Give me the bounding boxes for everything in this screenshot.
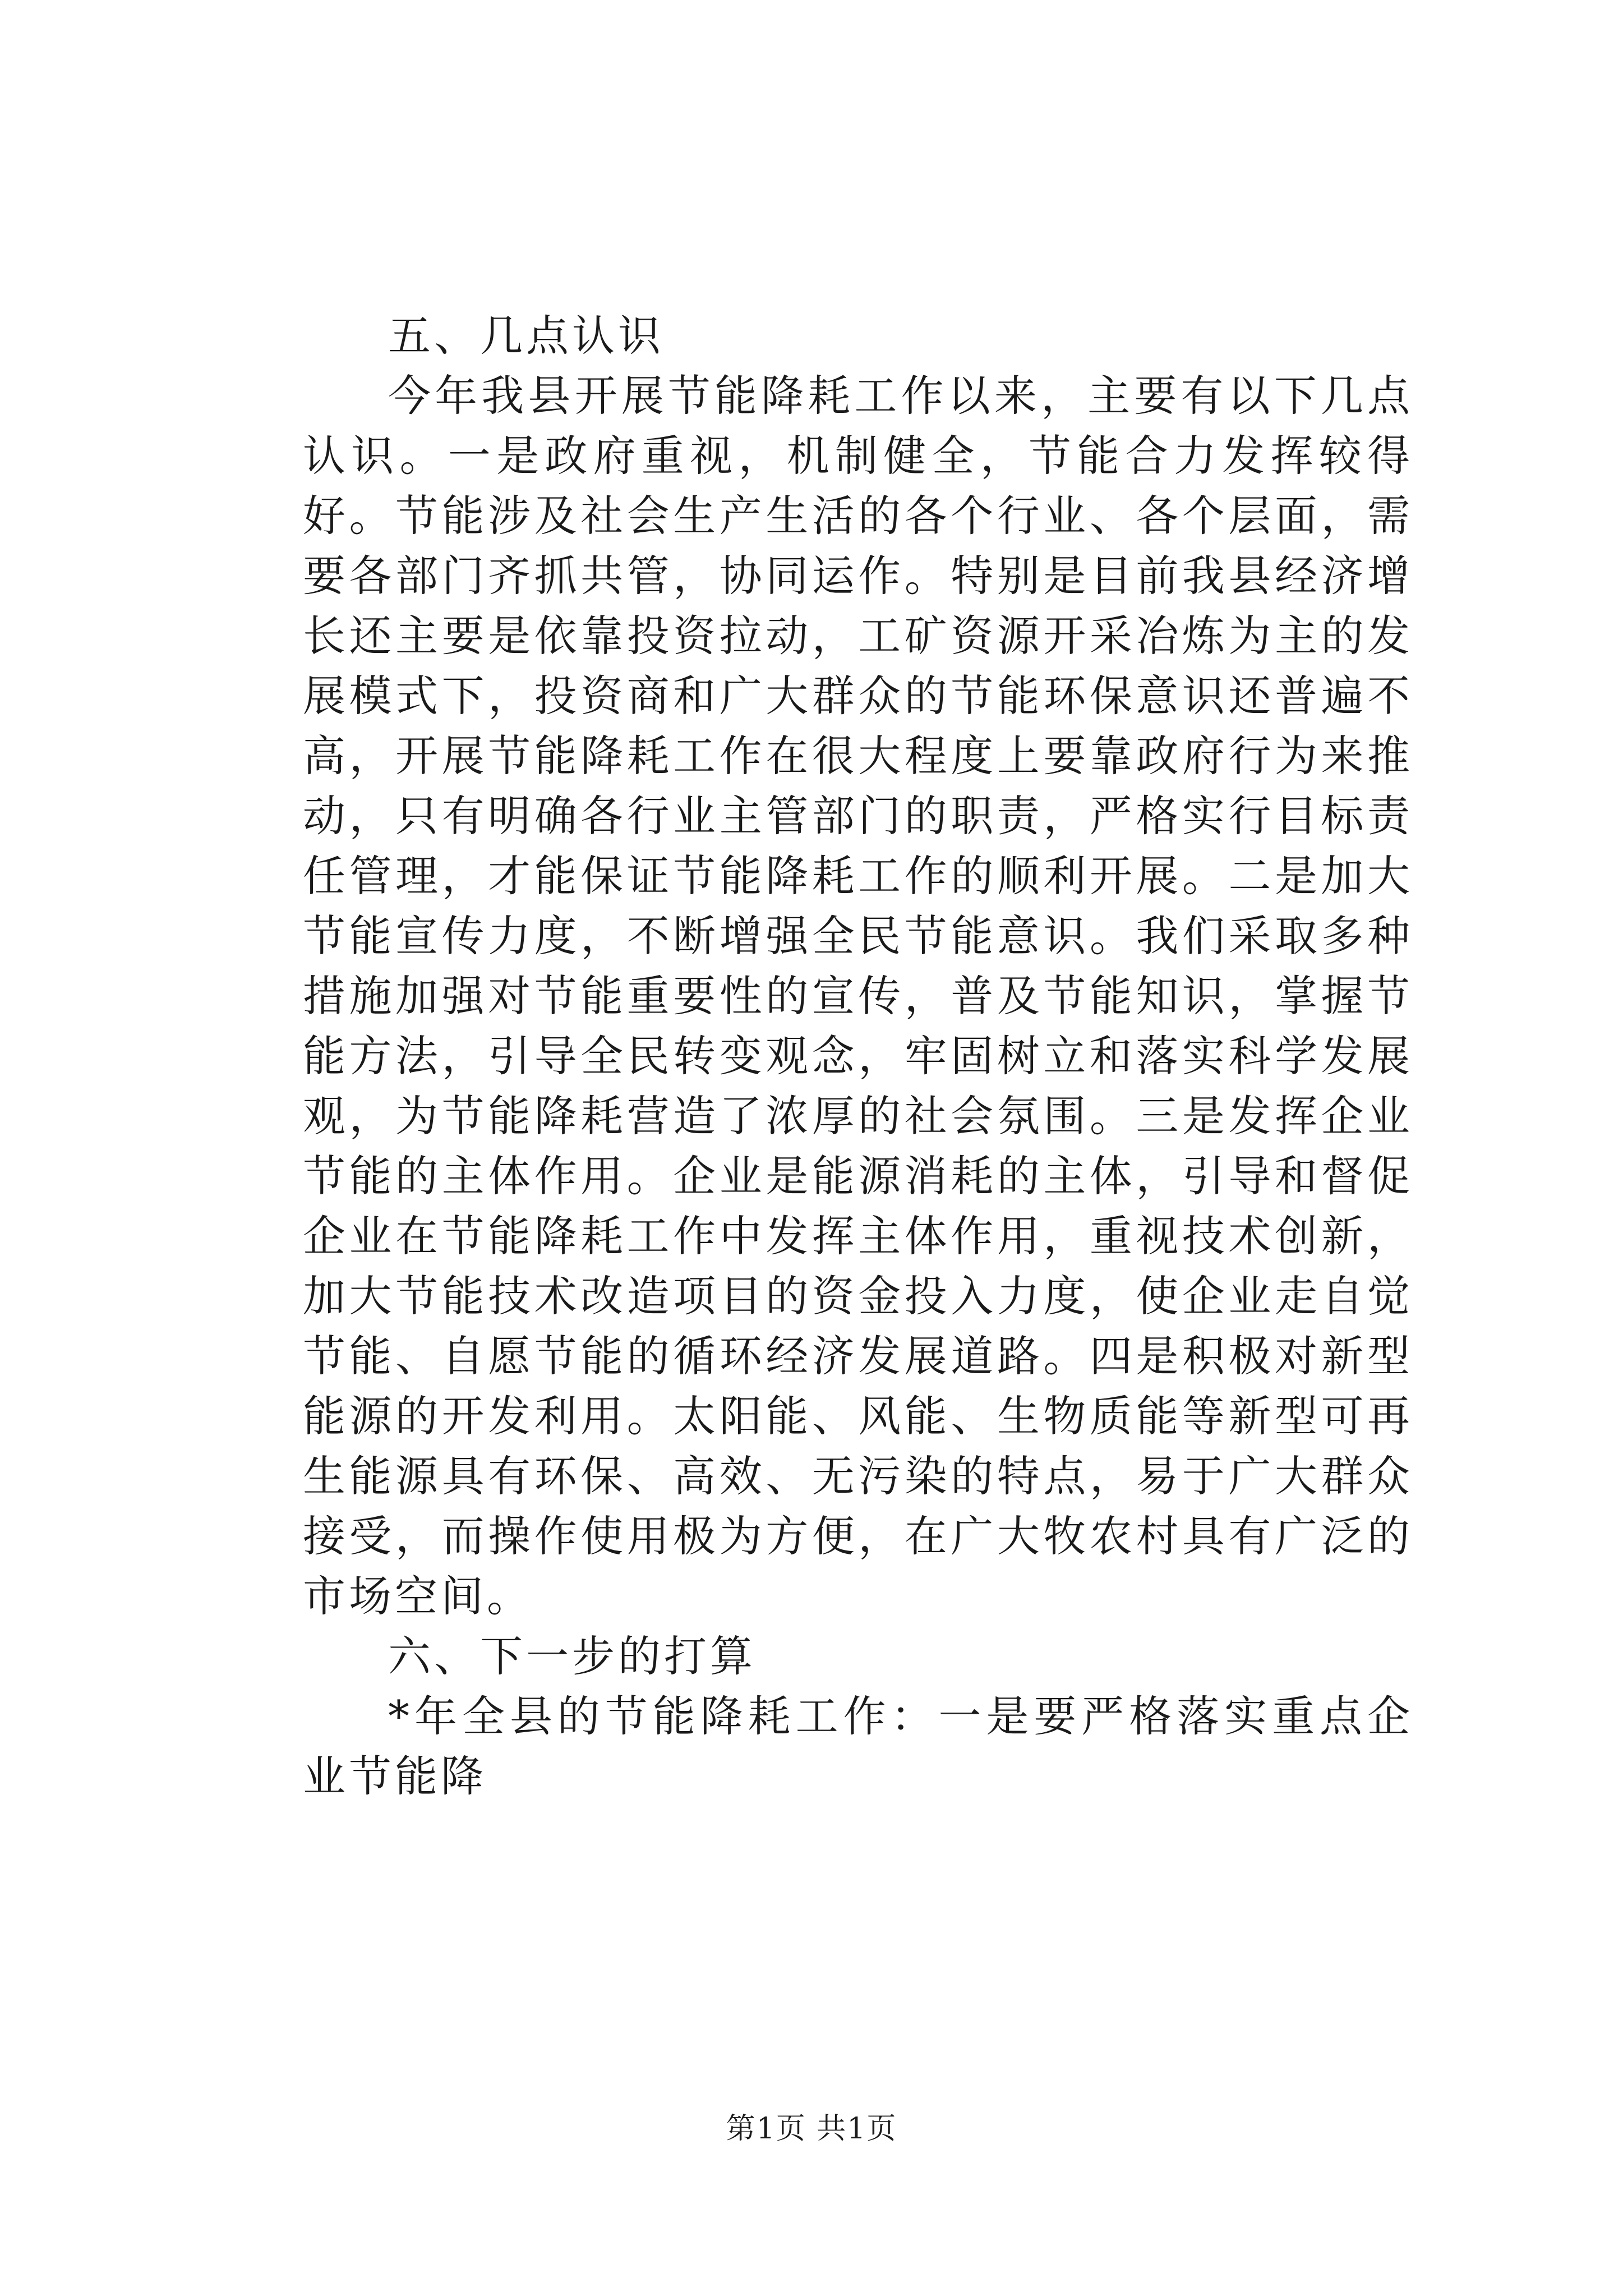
section-paragraph-5: 今年我县开展节能降耗工作以来，主要有以下几点认识。一是政府重视，机制健全，节能合力发挥较得好。节能涉及社会生产生活的各个行业、各个层面，需要各部门齐抓共管，协同运作。特别是目前我县经济增长还主要是依靠投资拉动，工矿资源开采冶炼为主的发展模式下，投资商和广大群众的节能环保意识还普遍不高，开展节能降耗工作在很大程度上要靠政府行为来推动，只有明确各行业主管部门的职责，严格实行目标责任管理，才能保证节能降耗工作的顺利开展。二是加大节能宣传力度，不断增强全民节能意识。我们采取多种措施加强对节能重要性的宣传，普及节能知识，掌握节能方法，引导全民转变观念，牢固树立和落实科学发展观，为节能降耗营造了浓厚的社会氛围。三是发挥企业节能的主体作用。企业是能源消耗的主体，引导和督促企业在节能降耗工作中发挥主体作用，重视技术创新，加大节能技术改造项目的资金投入力度，使企业走自觉节能、自愿节能的循环经济发展道路。四是积极对新型能源的开发利用。太阳能、风能、生物质能等新型可再生能源具有环保、高效、无污染的特点，易于广大群众接受，而操作使用极为方便，在广大牧农村具有广泛的市场空间。 — [303, 371, 1413, 1621]
section-heading-6: 六、下一步的打算 — [388, 1631, 756, 1681]
section-heading-5: 五、几点认识 — [388, 311, 664, 361]
page-footer: 第1页 共1页 — [726, 2112, 897, 2146]
document-body — [303, 306, 1413, 1806]
section-paragraph-6: *年全县的节能降耗工作：一是要严格落实重点企业节能降 — [303, 1691, 1413, 1801]
